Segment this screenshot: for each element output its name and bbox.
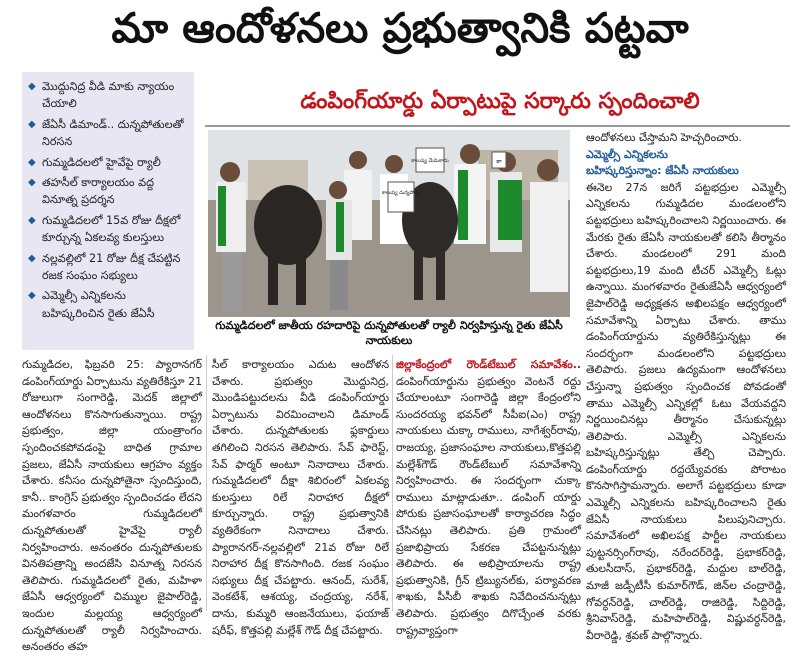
section-heading: బహిష్కరిస్తున్నాం: జేఏసీ నాయకులు	[586, 164, 739, 178]
section-heading: ఎమ్మెల్సీ ఎన్నికలను	[586, 147, 668, 161]
highlight-item: ◆ గుమ్మడిదలలో హైవేపై ర్యాలీ	[28, 154, 188, 171]
divider	[205, 125, 790, 127]
article-column-4-intro: ఆందోళనలు చేస్తామని హెచ్చరించారు.	[586, 131, 742, 144]
highlights-box	[22, 72, 194, 350]
article-column-3-text: డంపింగ్‌యార్డును ప్రభుత్వం వెంటనే రద్దు చేయాలంటూ సంగారెడ్డి జిల్లా కేంద్రంలోని సుందరయ్య భవన్‌లో సీపీఐ(ఎం) రాష్ట్ర నాయకులు చుక్కా రాములు, నాగేశ్వర్‌రావు, రాజయ్య, ప్రజాసంఘాల నాయకులు,కొత్తపల్లి మల్లేశ్‌గౌడ్‌ రౌండ్‌టేబుల్‌ సమావేశాన్ని నిర్వహించారు. ఈ సందర్భంగా చుక్కా రాములు మాట్లాడుతూ.. డంపింగ్‌ యార్డు పోరుకు ప్రజాసంఘాలతో కార్యాచరణ సిద్ధం చేసినట్లు తెలిపారు. ప్రతి గ్రామంలో ప్రజాభిప్రాయ సేకరణ చేపట్టనున్నట్లు తెలిపారు. ఈ అభిప్రాయాలను రాష్ట్ర ప్రభుత్వానికి, గ్రీన్‌ ట్రిబ్యునల్‌కు, పర్యావరణ శాఖకు, పీసీబీ శాఖకు నివేదించనున్నట్లు తెలిపారు. ప్రభుత్వం దిగొచ్చేంత వరకు రాష్ట్రవ్యాప్తంగా	[396, 374, 581, 637]
article-column-3	[396, 357, 581, 637]
placard-text: కాలుష్య దున్నపోతు	[381, 190, 421, 196]
article-column-4-text: ఈనెల 27న జరిగే పట్టభద్రుల ఎమ్మెల్సీ ఎన్నికలను గుమ్మడిదల మండలంలోని పట్టభద్రులు బహిష్కరించాలని నిర్ణయించారు. ఈ మేరకు రైతు జేఏసీ నాయకులతో కలిసి తీర్మానం చేశారు. మండలంలో 291 మంది పట్టభద్రులు,19 మంది టీచర్‌ ఎమ్మెల్సీ ఓట్లు ఉన్నాయి. మంగళవారం రైతుజేఏసీ ఆధ్వర్యంలో జైపాల్‌రెడ్డి అధ్యక్షతన అఖిలపక్షం ఆధ్వర్యంలో సమావేశాన్ని ఏర్పాటు చేశారు. తాము డంపింగ్‌యార్డును వ్యతిరేకిస్తున్నట్లు ఈ సందర్భంగా మండలంలోని పట్టభద్రులు తెలిపారు. ప్రజలు ఉద్యమంగా ఆందోళనలు చేస్తున్నా ప్రభుత్వం స్పందించక పోవడంతో తాము ఎమ్మెల్సీ ఎన్నికల్లో ఓటు వేయవద్దని నిర్ణయించినట్లు తీర్మానం చేసుకున్నట్లు తెలిపారు. ఎమ్మెల్సీ ఎన్నికలను బహిష్కరిస్తున్నట్లు తేల్చి చెప్పారు. డంపింగ్‌యార్డు రద్దయ్యేవరకు పోరాటం కొనసాగిస్తామన్నారు. అలాగే పట్టభద్రులు కూడా ఎమ్మెల్సీ ఎన్నికలను బహిష్కరించాలని రైతు జేఏసీ నాయకులు పిలుపునిచ్చారు. సమావేశంలో అఖిలపక్ష పార్టీల నాయకులు పుట్టనర్సింగ్‌రావు, నరేందర్‌రెడ్డి, ప్రభాకర్‌రెడ్డి, తులసీదాస్‌, ప్రభాకర్‌రెడ్డి, మద్దుల బాల్‌రెడ్డి, మాజీ జడ్పీటీసీ కుమార్‌గౌడ్‌, జిన్‌ల చంద్రారెడ్డి, గోవర్ధన్‌రెడ్డి, చాల్‌రెడ్డి, రాజిరెడ్డి, సిద్దిరెడ్డి, శ్రీనివాస్‌రెడ్డి, మహిపాల్‌రెడ్డి, విష్ణువర్ధన్‌రెడ్డి, వీరారెడ్డి, శ్రవణ్‌ పాల్గొన్నారు.	[586, 180, 786, 642]
subheadline: డంపింగ్‌యార్డు ఏర్పాటుపై సర్కారు స్పందించాలి	[300, 89, 700, 114]
highlight-item: ◆ తహసీల్‌ కార్యాలయం వద్ద వినూత్న ప్రదర్శన	[28, 174, 188, 209]
section-heading: జిల్లాకేంద్రంలో రౌండ్‌టేబుల్‌ సమావేశం..	[396, 358, 581, 371]
article-column-1: గుమ్మడిదల, ఫిబ్రవరి 25: ప్యారానగర్‌ డంపింగ్‌యార్డు ఏర్పాటును వ్యతిరేకిస్తూ 21 రోజులుగా సంగారెడ్డి, మెదక్‌ జిల్లాలో ఆందోళనలు కొనసాగుతున్నాయి. రాష్ట్ర ప్రభుత్వం, జిల్లా యంత్రాంగం స్పందించకపోవడంపై బాధిత గ్రామాల ప్రజలు, జేఏసీ నాయకులు ఆగ్రహం వ్యక్తం చేశారు. కనీసం దున్నపోతైనా స్పందిస్తుంది, కానీ.. కాంగ్రెస్‌ ప్రభుత్వం స్పందించడం లేదని మంగళవారం గుమ్మడిదలలో దున్నపోతులతో హైవేపై ర్యాలీ నిర్వహించారు. అనంతరం దున్నపోతులకు వినతిపత్రాన్ని అందజేసి వినూత్న నిరసన తెలిపారు. గుమ్మడిదలలో రైతు, మహిళా జేఏసీ ఆధ్వర్యంలో చిమ్ముల జైపాల్‌రెడ్డి, ఇందుల మల్లయ్య ఆధ్వర్యంలో దున్నపోతులతో ర్యాలీ నిర్వహించారు. అనంతరం తహ	[22, 358, 202, 654]
placard-text: కాలుష్య మేమికాదు	[411, 158, 449, 164]
news-photo	[208, 130, 570, 317]
headline: మా ఆందోళనలు ప్రభుత్వానికి పట్టవా	[111, 4, 689, 52]
article-column-4	[586, 130, 786, 642]
placard-text: కా	[496, 158, 502, 165]
highlight-item: ◆ మొద్దునిద్ర వీడి మాకు న్యాయం చేయాలి	[28, 78, 188, 113]
column-divider	[206, 355, 207, 611]
highlight-item: ◆ నల్లవల్లిలో 21 రోజు దీక్ష చేపట్టిన రజక సంఘం సభ్యులు	[28, 250, 188, 285]
highlight-item: ◆ జేఏసీ డిమాండ్‌.. దున్నపోతులతో నిరసన	[28, 116, 188, 151]
photo-caption: గుమ్మడిదలలో జాతీయ రహదారిపై దున్నపోతులతో ర్యాలీ నిర్వహిస్తున్న రైతు జేఏసీ నాయకులు	[215, 319, 563, 347]
highlight-item: ◆ ఎమ్మెల్సీ ఎన్నికలను బహిష్కరించిన రైతు జేఏసీ	[28, 287, 188, 322]
protest-photo-illustration	[208, 130, 570, 317]
highlight-item: ◆ గుమ్మడిదలలో 15వ రోజు దీక్షలో కూర్చున్న ఏకలవ్య కులస్తులు	[28, 212, 188, 247]
column-divider	[392, 355, 393, 611]
article-column-2: సీల్‌ కార్యాలయం ఎదుట ఆందోళన చేశారు. ప్రభుత్వం మొద్దునిద్ర, మొండిపట్టుదలను వీడి డంపింగ్‌యార్డు ఏర్పాటును విరమించాలని డిమాండ్‌ చేశారు. దున్నపోతులకు ఫ్లకార్డులు తగిలించి నిరసన తెలిపారు. సేవ్‌ ఫారెస్ట్‌, సేవ్‌ ఫార్మర్‌ అంటూ నినాదాలు చేశారు. గుమ్మడిదలలో దీక్షా శిబిరంలో ఏకలవ్య కులస్తులు రిలే నిరాహార దీక్షలో కూర్చున్నారు. రాష్ట్ర ప్రభుత్వానికి వ్యతిరేకంగా నినాదాలు చేశారు. ప్యారానగర్‌-నల్లవల్లిలో 21వ రోజు రిలే నిరాహార దీక్ష కొనసాగింది. రజక సంఘం సభ్యులు దీక్ష చేపట్టారు. ఆనంద్‌, సురేశ్‌, వెంకటేశ్‌, ఆశయ్య, చంద్రయ్య, నరేశ్‌, దాను, కుమ్మరి ఆంజనేయులు, ఫయాజ్‌ షరీఫ్‌, కొత్తపల్లి మల్లేశ్‌ గౌడ్‌ దీక్ష చేపట్టారు.	[212, 358, 389, 637]
